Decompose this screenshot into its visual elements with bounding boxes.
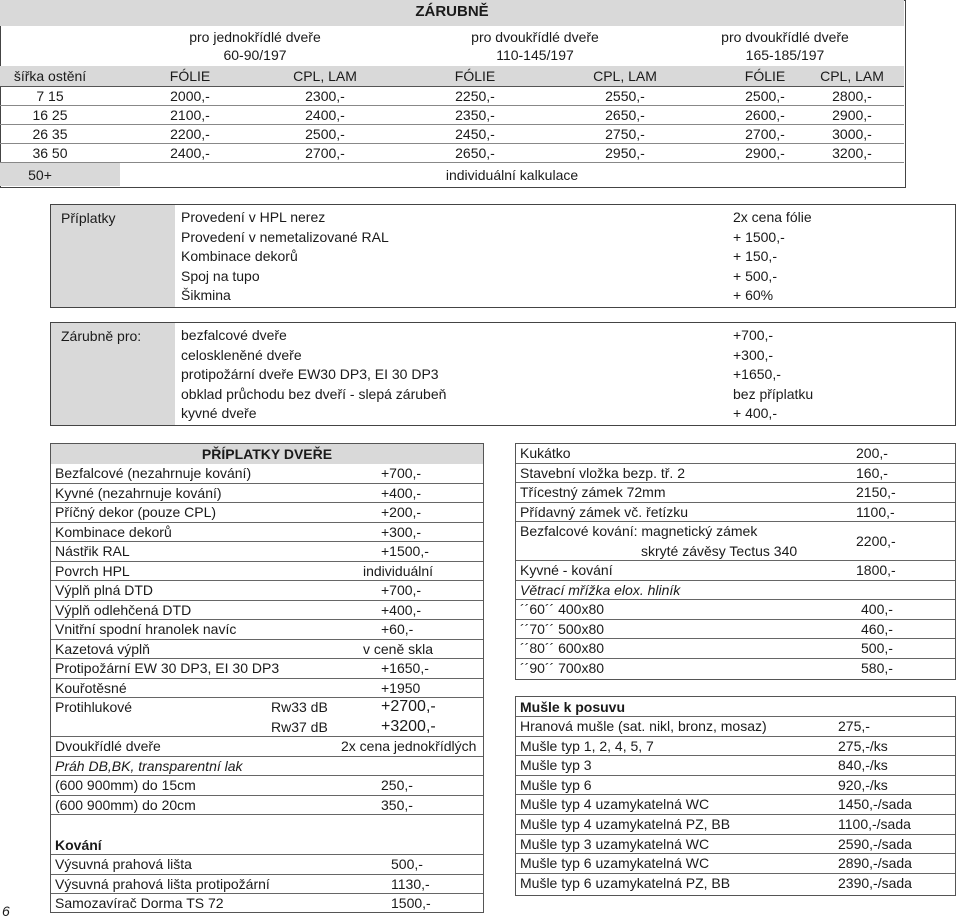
bezfalc-sub: skryté závěsy Tectus 340 [641,542,798,559]
accessory-value: 2150,- [856,484,896,500]
musle-value: 1450,-/sada [838,796,912,813]
item-value: bez příplatku [733,385,814,402]
item-name: celoskleněné dveře [181,346,302,363]
row-50plus-value: individuální kalkulace [445,167,579,183]
kovani-label: Samozavírač Dorma TS 72 [55,895,224,911]
item-name: Kombinace dekorů [181,248,298,264]
musle-label: Mušle typ 6 [520,776,592,793]
musle-label: Mušle typ 3 [520,757,592,774]
row-value: 2x cena jednokřídlých [341,738,477,754]
row-label: Kazetová výplň [55,640,150,657]
item-name: kyvné dveře [181,405,257,421]
price-cell: 2200,- [170,126,210,142]
musle-label: Mušle typ 6 uzamykatelná PZ, BB [520,874,731,891]
row-value: +3200,- [381,717,436,735]
row-value: +400,- [381,601,422,618]
item-value: 2x cena fólie [733,209,812,225]
price-cell: 2450,- [455,126,495,142]
mrizka-label: ´´70´´ 500x80 [520,620,605,637]
row-value: +1500,- [381,543,429,559]
musle-label: Mušle typ 1, 2, 4, 5, 7 [520,737,654,754]
kovani-label: Výsuvná prahová lišta protipožární [55,875,270,892]
priplatky-dvere-title: PŘÍPLATKY DVEŘE [201,446,333,462]
row-value: v ceně skla [363,640,434,657]
accessory-label: Přídavný zámek vč. řetízku [520,503,689,520]
price-cell: 2700,- [745,126,785,142]
row-value: individuální [363,562,434,579]
kovani-value: 1130,- [391,875,430,892]
kovani-label: Výsuvná prahová lišta [55,856,192,872]
row-label: (600 900mm) do 15cm [55,777,196,793]
column-header: CPL, LAM [593,68,657,84]
mrizka-label: ´´80´´ 600x80 [520,640,605,656]
price-cell: 2000,- [170,88,210,104]
price-cell: 2250,- [455,88,495,104]
item-name: Provedení v nemetalizované RAL [181,228,389,245]
accessory-label: Třícestný zámek 72mm [520,484,666,500]
group2-size: 110-145/197 [496,47,574,63]
zarubne-table [0,0,906,188]
price-cell: 2350,- [455,107,495,123]
column-header: FÓLIE [744,68,786,84]
row-width-range: 36 50 [32,145,68,161]
row-label: Kombinace dekorů [55,523,172,540]
price-cell: 2700,- [305,145,345,161]
accessory-label: Stavební vložka bezp. tř. 2 [520,464,685,481]
item-name: obklad průchodu bez dveří - slepá zárubeň [181,385,447,402]
row-width-range: 7 15 [36,88,64,104]
row-label: Výplň plná DTD [55,582,154,598]
item-value: + 400,- [733,405,777,421]
row-label: Kyvné (nezahrnuje kování) [55,484,222,501]
musle-label: Mušle typ 6 uzamykatelná WC [520,855,710,872]
price-cell: 2900,- [832,107,872,123]
row-value: +2700,- [381,698,436,715]
price-cell: 2650,- [605,107,645,123]
price-cell: 2900,- [745,145,785,161]
row-value: 350,- [381,796,413,813]
item-value: +700,- [733,327,774,343]
row-label: Práh DB,BK, transparentní lak [55,757,243,774]
accessory-label: Kukátko [520,445,571,461]
musle-label: Mušle typ 4 uzamykatelná PZ, BB [520,816,731,832]
row-value: +400,- [381,484,422,501]
price-cell: 2550,- [605,88,645,104]
musle-label: Mušle typ 3 uzamykatelná WC [520,835,710,852]
accessory-value: 1100,- [856,503,895,520]
priplatky-section [50,204,956,308]
mrizka-label: ´´90´´ 700x80 [520,659,605,676]
musle-value: 2590,-/sada [838,835,912,852]
row-label: (600 900mm) do 20cm [55,796,196,813]
row-width-range: 16 25 [32,107,68,123]
column-header: FÓLIE [169,68,211,84]
group2-label: pro dvoukřídlé dveře [471,29,599,45]
row-label: Dvoukřídlé dveře [55,738,161,754]
price-cell: 2950,- [605,145,645,161]
price-cell: 2500,- [745,88,785,104]
item-name: Provedení v HPL nerez [181,209,326,225]
musle-table [515,696,956,896]
group3-label: pro dvoukřídlé dveře [721,29,849,45]
row-sublabel: Rw37 dB [271,718,328,735]
item-value: +1650,- [733,366,781,382]
musle-label: Hranová mušle (sat. nikl, bronz, mosaz) [520,718,767,734]
row-value: +60,- [381,621,414,637]
group1-size: 60-90/197 [223,47,287,63]
item-name: protipožární dveře EW30 DP3, EI 30 DP3 [181,366,439,382]
row-label: Protipožární EW 30 DP3, EI 30 DP3 [55,660,280,676]
musle-title: Mušle k posuvu [520,699,626,715]
mrizka-title: Větrací mřížka elox. hliník [520,581,681,598]
row-label: Vnitřní spodní hranolek navíc [55,621,237,637]
row-value: +300,- [381,523,422,540]
item-value: + 1500,- [733,228,785,245]
item-value: + 500,- [733,267,777,284]
column-header: šířka ostění [13,68,87,84]
zarubne-title: ZÁRUBNĚ [415,3,489,20]
mrizka-label: ´´60´´ 400x80 [520,601,605,617]
item-value: + 60% [733,287,774,303]
price-cell: 3200,- [832,145,872,161]
row-label: Nástřik RAL [55,543,130,559]
row-label: Kouřotěsné [55,679,127,696]
mrizka-value: 500,- [861,640,893,656]
kovani-title: Kování [55,837,102,853]
row-value: +200,- [381,504,422,520]
bezfalc-label: Bezfalcové kování: magnetický zámek [520,523,758,539]
item-name: Šikmina [181,287,231,303]
item-name: bezfalcové dveře [181,327,287,343]
row-value: +1950 [381,679,421,696]
row-sublabel: Rw33 dB [271,699,328,715]
kovani-value: 1500,- [391,895,431,911]
musle-value: 2890,-/sada [838,855,912,872]
item-value: + 150,- [733,248,777,264]
zarubne-pro-label: Zárubně pro: [61,328,142,344]
mrizka-value: 400,- [861,601,893,617]
price-cell: 2500,- [305,126,345,142]
price-cell: 2750,- [605,126,645,142]
row-label: Příčný dekor (pouze CPL) [55,504,217,520]
row-width-range: 26 35 [32,126,68,142]
mrizka-value: 460,- [861,620,893,637]
row-50plus-label: 50+ [28,167,52,183]
kyvne-kovani-label: Kyvné - kování [520,562,613,578]
price-cell: 3000,- [832,126,872,142]
priplatky-dvere-table [50,443,484,913]
price-cell: 2300,- [305,88,345,104]
column-header: FÓLIE [454,68,496,84]
doplnky-table [515,443,956,680]
musle-value: 840,-/ks [838,757,888,774]
row-label: Povrch HPL [55,562,130,579]
priplatky-label: Příplatky [61,210,116,226]
musle-value: 2390,-/sada [838,874,912,891]
price-cell: 2100,- [170,107,210,123]
page-number: 6 [2,903,10,919]
zarubne-pro-section [50,322,956,426]
mrizka-value: 580,- [861,659,893,676]
row-label: Bezfalcové (nezahrnuje kování) [55,465,252,481]
row-value: +700,- [381,465,422,481]
musle-label: Mušle typ 4 uzamykatelná WC [520,796,710,813]
group1-label: pro jednokřídlé dveře [189,29,321,45]
musle-value: 920,-/ks [838,776,888,793]
musle-value: 275,-/ks [838,737,888,754]
row-divider [51,814,483,815]
bezfalc-value: 2200,- [856,532,896,549]
price-cell: 2400,- [305,107,345,123]
column-header: CPL, LAM [293,68,357,84]
row-label: Protihlukové [55,699,133,715]
kyvne-kovani-value: 1800,- [856,562,896,578]
group3-size: 165-185/197 [745,47,825,63]
row-value: 250,- [381,777,413,793]
musle-value: 1100,-/sada [838,816,911,832]
row-value: +700,- [381,582,422,598]
price-cell: 2400,- [170,145,210,161]
musle-value: 275,- [838,718,870,734]
column-header: CPL, LAM [820,68,884,84]
item-name: Spoj na tupo [181,267,260,284]
kovani-value: 500,- [391,856,423,872]
row-label: Výplň odlehčená DTD [55,601,192,618]
item-value: +300,- [733,346,774,363]
row-value: +1650,- [381,660,429,676]
price-cell: 2800,- [832,88,872,104]
accessory-value: 200,- [856,445,888,461]
price-cell: 2650,- [455,145,495,161]
price-cell: 2600,- [745,107,785,123]
accessory-value: 160,- [856,464,888,481]
